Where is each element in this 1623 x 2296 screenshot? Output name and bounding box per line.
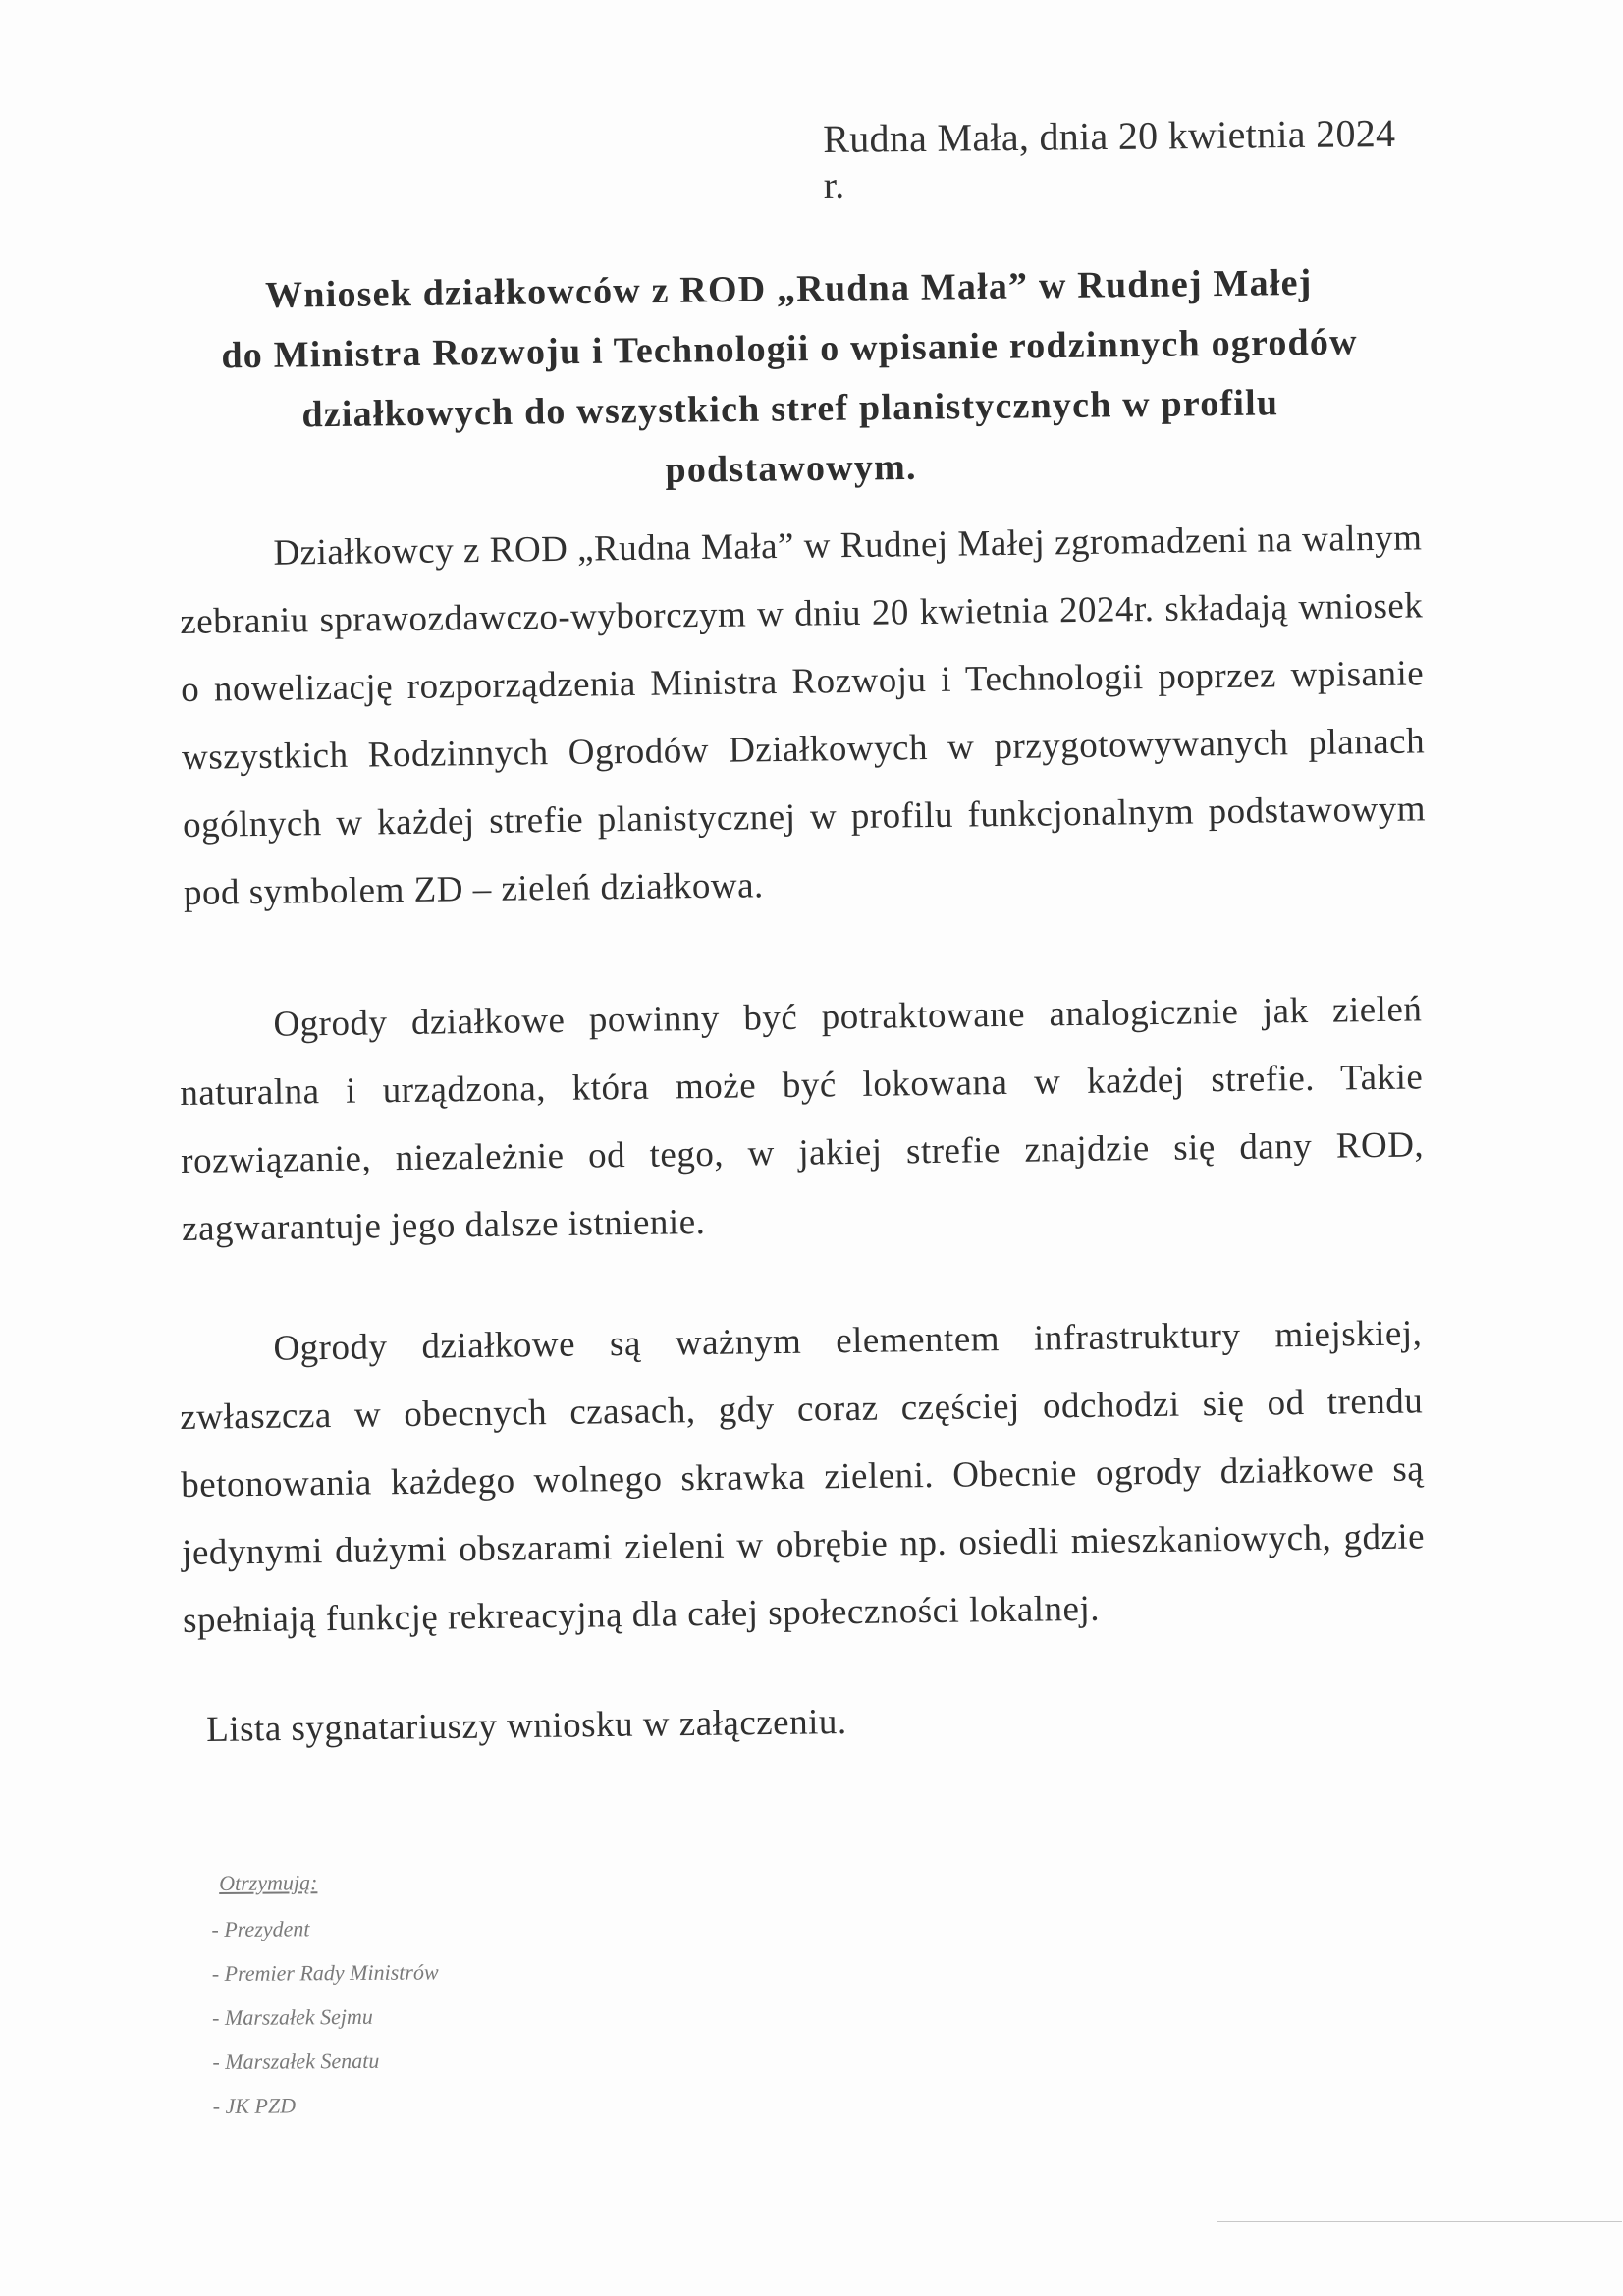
paragraph-justification: [179, 975, 1426, 1263]
title-line-1: Wniosek działkowców z ROD „Rudna Mała” w Rudnej Małej: [264, 261, 1313, 316]
place-date: Rudna Mała, dnia 20 kwietnia 2024 r.: [823, 110, 1396, 207]
title-line-3: działkowych do wszystkich stref planistycznych w profilu podstawowym.: [301, 382, 1279, 491]
paragraph-request: [179, 504, 1427, 927]
paragraph-text: Ogrody działkowe są ważnym elementem infrastruktury miejskiej, zwłaszcza w obecnych czasach, gdy coraz częściej odchodzi się od trendu betonowania każdego wolnego skrawka zieleni. Obecnie ogrody działkowe są jedynymi dużymi obszarami zieleni w obrębie np. osiedli mieszkaniowych, gdzie spełniają funkcję rekreacyjną dla całej społeczności lokalnej.: [180, 1313, 1426, 1641]
paragraph-text: Działkowcy z ROD „Rudna Mała” w Rudnej Małej zgromadzeni na walnym zebraniu sprawozdawczo-wyborczym w dniu 20 kwietnia 2024r. składają wniosek o nowelizację rozporządzenia Ministra Rozwoju i Technologii poprzez wpisanie wszystkich Rodzinnych Ogrodów Działkowych w przygotowywanych planach ogólnych w każdej strefie planistycznej w profilu funkcjonalnym podstawowym pod symbolem ZD – zieleń działkowa.: [180, 518, 1427, 913]
document-title: [175, 252, 1405, 507]
recipient-item: - JK PZD: [213, 2082, 440, 2128]
recipient-item: - Marszałek Senatu: [212, 2038, 439, 2084]
paragraph-text: Ogrody działkowe powinny być potraktowane analogicznie jak zieleń naturalna i urządzona, która może być lokowana w każdej strefie. Takie rozwiązanie, niezależnie od tego, w jakiej strefie znajdzie się dany ROD, zagwarantuje jego dalsze istnienie.: [180, 989, 1425, 1249]
paragraph-importance: [179, 1299, 1426, 1655]
scan-edge-line: [1217, 2221, 1622, 2222]
recipient-item: - Premier Rady Ministrów: [212, 1949, 439, 1995]
recipient-item: - Marszałek Sejmu: [212, 1994, 439, 2040]
recipients-list: [211, 1905, 439, 2128]
recipients-heading: Otrzymują:: [219, 1870, 318, 1895]
signatories-note: Lista sygnatariuszy wniosku w załączeniu.: [206, 1702, 847, 1750]
title-line-2: do Ministra Rozwoju i Technologii o wpisanie rodzinnych ogrodów: [221, 321, 1358, 377]
recipient-item: - Prezydent: [211, 1905, 438, 1951]
recipients-block: [211, 1859, 440, 2128]
